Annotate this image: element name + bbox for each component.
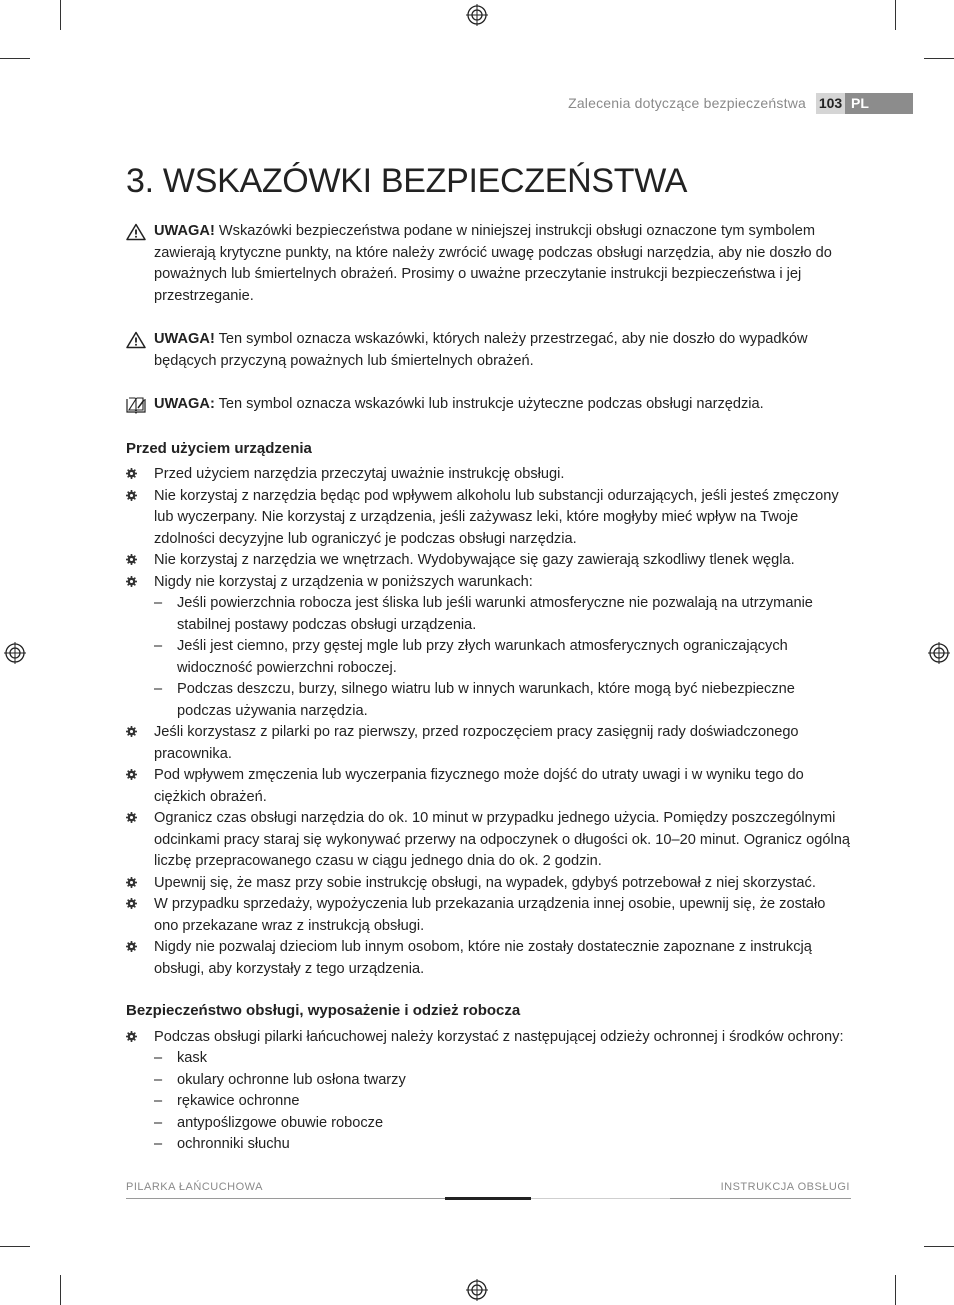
gear-bullet-icon	[126, 490, 137, 501]
page-number: 103	[816, 93, 845, 114]
registration-mark-icon	[4, 642, 26, 664]
sub-list-item: – Jeśli jest ciemno, przy gęstej mgle lub przy złych warunkach atmosferycznych ograniczających widoczność powierzchni roboczej.	[154, 638, 788, 676]
sub-list	[154, 593, 851, 722]
crop-mark	[60, 1275, 61, 1305]
gear-bullet-icon	[126, 554, 137, 565]
footer-rule	[670, 1198, 851, 1199]
list-item: Nigdy nie korzystaj z urządzenia w poniższych warunkach: – Jeśli powierzchnia robocza jest śliska lub jeśli warunki atmosferyczne nie pozwalają na utrzymanie stabilnej postawy podczas obsługi urządzenia. – Jeśli jest ciemno, przy gęstej mgle lub przy złych warunkach atmosferycznych ograniczających widoczność powierzchni roboczej. – Podczas deszczu, burzy, silnego wiatru lub w innych warunkach, które mogą być niebezpieczne podczas używania narzędzia.	[126, 572, 851, 723]
registration-mark-icon	[928, 642, 950, 664]
list-item: Jeśli korzystasz z pilarki po raz pierwszy, przed rozpoczęciem pracy zasięgnij rady doświadczonego pracownika.	[126, 722, 851, 765]
crop-mark	[895, 0, 896, 30]
language-badge: PL	[845, 93, 913, 114]
note-book-icon	[126, 396, 146, 414]
sub-list-item: – okulary ochronne lub osłona twarzy	[154, 1071, 406, 1088]
sub-list-item: – ochronniki słuchu	[154, 1136, 290, 1152]
registration-mark-icon	[466, 1279, 488, 1301]
sub-list-item: – antypoślizgowe obuwie robocze	[154, 1114, 384, 1131]
main-content	[126, 221, 851, 1156]
sub-list	[154, 1048, 851, 1156]
list-item: Upewnij się, że masz przy sobie instrukcję obsługi, na wypadek, gdybyś potrzebował z niej skorzystać.	[126, 873, 851, 895]
sub-list-item: – Podczas deszczu, burzy, silnego wiatru lub w innych warunkach, które mogą być niebezpieczne podczas używania narzędzia.	[154, 681, 795, 719]
note-label: UWAGA!	[154, 331, 215, 347]
list-item: Nigdy nie pozwalaj dzieciom lub innym osobom, które nie zostały dostatecznie zapoznane z instrukcją obsługi, aby korzystały z tego urządzenia.	[126, 937, 851, 980]
gear-bullet-icon	[126, 726, 137, 737]
bullet-list	[126, 1027, 851, 1156]
sub-list-item: – rękawice ochronne	[154, 1093, 300, 1109]
list-item: Przed użyciem narzędzia przeczytaj uważnie instrukcję obsługi.	[126, 464, 851, 486]
list-item: Pod wpływem zmęczenia lub wyczerpania fizycznego może dojść do utraty uwagi i w wyniku tego do ciężkich obrażeń.	[126, 765, 851, 808]
footer-rule	[531, 1198, 670, 1199]
warning-note	[126, 329, 851, 372]
info-note	[126, 394, 851, 416]
sub-list-item: – Jeśli powierzchnia robocza jest śliska lub jeśli warunki atmosferyczne nie pozwalają na utrzymanie stabilnej postawy podczas obsługi urządzenia.	[154, 595, 813, 633]
crop-mark	[924, 1246, 954, 1247]
crop-mark	[924, 58, 954, 59]
gear-bullet-icon	[126, 898, 137, 909]
page-title: 3. WSKAZÓWKI BEZPIECZEŃSTWA	[126, 162, 688, 200]
note-label: UWAGA:	[154, 396, 215, 412]
list-item: Ogranicz czas obsługi narzędzia do ok. 10 minut w przypadku jednego użycia. Pomiędzy poszczególnymi odcinkami pracy staraj się wykonywać przerwy na odpoczynek o długości ok. 10–20 minut. Ogranicz ogólną liczbę przepracowanego czasu w ciągu jednego dnia do ok. 2 godzin.	[126, 808, 851, 873]
crop-mark	[0, 58, 30, 59]
note-text: Ten symbol oznacza wskazówki lub instrukcje użyteczne podczas obsługi narzędzia.	[214, 396, 764, 412]
crop-mark	[60, 0, 61, 30]
crop-mark	[895, 1275, 896, 1305]
gear-bullet-icon	[126, 941, 137, 952]
crop-mark	[0, 1246, 30, 1247]
footer-rule	[126, 1198, 445, 1199]
bullet-list	[126, 464, 851, 980]
list-item: Nie korzystaj z narzędzia będąc pod wpływem alkoholu lub substancji odurzających, jeśli jesteś zmęczony lub wyczerpany. Nie korzystaj z urządzenia, jeśli zażywasz leki, które mogłyby mieć wpływ na Twoje zdolności decyzyjne lub ograniczyć je podczas obsługi narzędzia.	[126, 486, 851, 551]
section-heading: Bezpieczeństwo obsługi, wyposażenie i odzież robocza	[126, 1002, 521, 1019]
gear-bullet-icon	[126, 468, 137, 479]
gear-bullet-icon	[126, 769, 137, 780]
note-text: Ten symbol oznacza wskazówki, których należy przestrzegać, aby nie doszło do wypadków będących przyczyną poważnych lub śmiertelnych obrażeń.	[154, 331, 808, 369]
gear-bullet-icon	[126, 812, 137, 823]
list-item: Podczas obsługi pilarki łańcuchowej należy korzystać z następującej odzieży ochronnej i środków ochrony: – kask – okulary ochronne lub osłona twarzy – rękawice ochronne – antypoślizgowe obuwie robocze – ochronniki słuchu	[126, 1027, 851, 1156]
gear-bullet-icon	[126, 877, 137, 888]
footer-rule	[445, 1197, 531, 1200]
warning-triangle-icon	[126, 223, 146, 241]
list-item: Nie korzystaj z narzędzia we wnętrzach. Wydobywające się gazy zawierają szkodliwy tlenek węgla.	[126, 550, 851, 572]
note-text: Wskazówki bezpieczeństwa podane w niniejszej instrukcji obsługi oznaczone tym symbolem zawierają krytyczne punkty, na które należy zwrócić uwagę podczas obsługi narzędzia, aby nie doszło do poważnych lub śmiertelnych obrażeń. Prosimy o uważne przeczytanie instrukcji bezpieczeństwa i jej przestrzeganie.	[154, 223, 832, 304]
gear-bullet-icon	[126, 1031, 137, 1042]
footer-manual: INSTRUKCJA OBSŁUGI	[720, 1181, 850, 1193]
sub-list-item: – kask	[154, 1050, 208, 1066]
gear-bullet-icon	[126, 576, 137, 587]
footer-product: PILARKA ŁAŃCUCHOWA	[126, 1181, 263, 1193]
warning-note	[126, 221, 851, 307]
registration-mark-icon	[466, 4, 488, 26]
note-label: UWAGA!	[154, 223, 215, 239]
section-heading: Przed użyciem urządzenia	[126, 439, 312, 457]
running-header: Zalecenia dotyczące bezpieczeństwa	[568, 95, 806, 111]
warning-triangle-icon	[126, 331, 146, 349]
list-item: W przypadku sprzedaży, wypożyczenia lub przekazania urządzenia innej osobie, upewnij się, że zostało ono przekazane wraz z instrukcją obsługi.	[126, 894, 851, 937]
